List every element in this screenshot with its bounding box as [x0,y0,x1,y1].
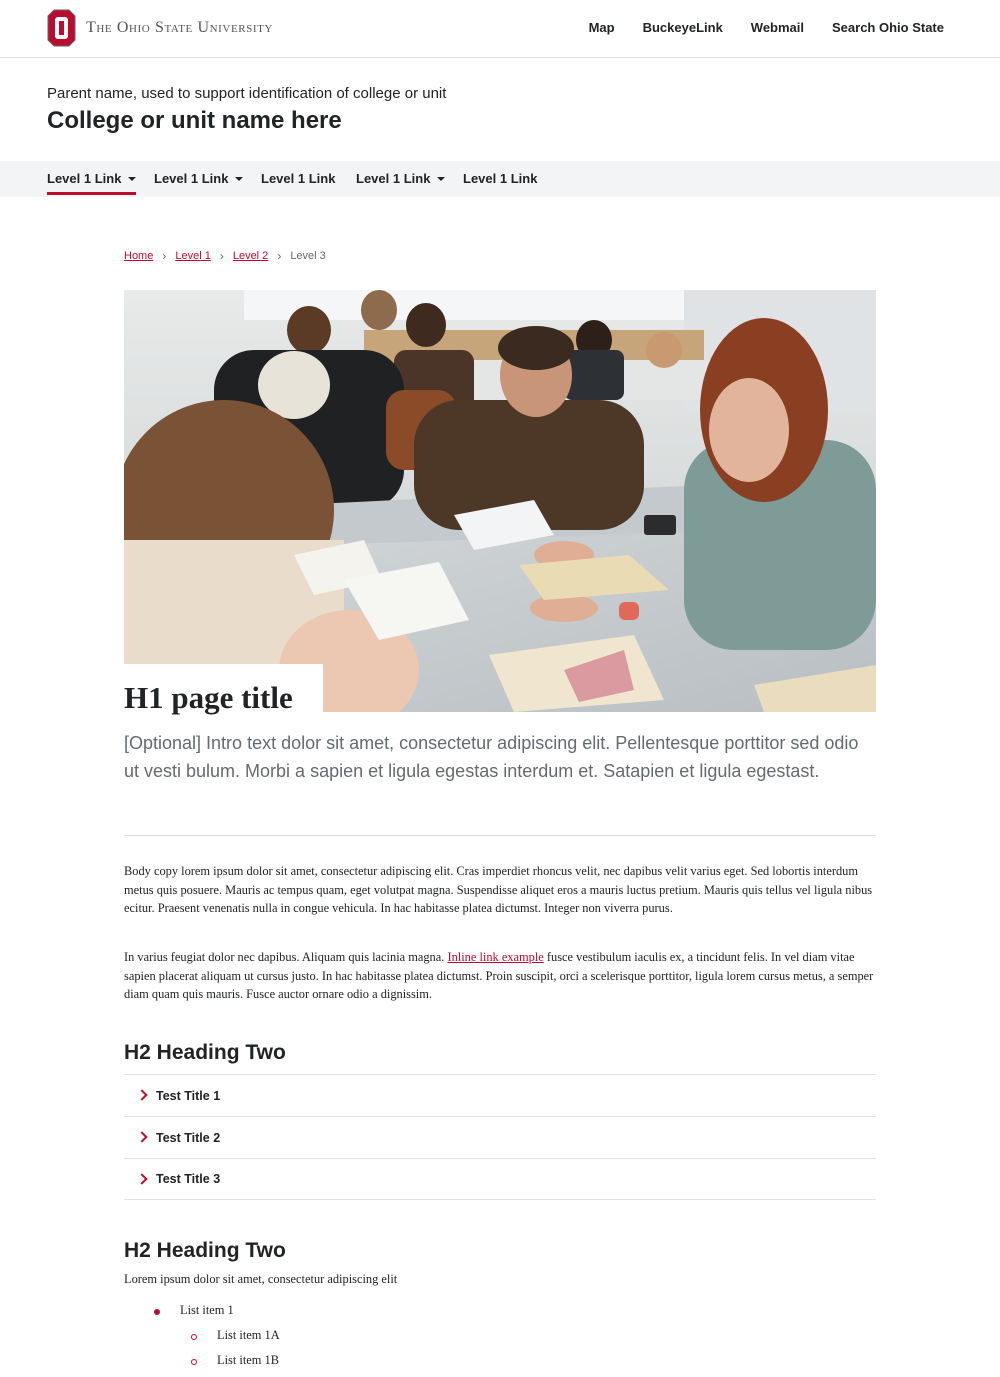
nav-item-1[interactable] [47,161,136,197]
breadcrumb-level-1[interactable]: Level 1 [175,250,211,262]
list-item: List item 1B [217,1353,279,1367]
nav-item-2[interactable] [154,161,243,197]
chevron-right-icon: › [219,249,224,263]
nav-item-label: Level 1 Link [154,171,229,186]
section-heading: H2 Heading Two [124,1041,286,1064]
body-text: fusce vestibulum iaculis ex, a tincidunt felis. In vel diam vitae sapien placerat aliquam ut cursus justo. In hac habitasse platea dictumst. Proin suscipit, orci a scelerisque porttitor, ligula lorem cursus metus, a semper diam quam quis mauris. Fusce auctor ornare odio a dignissim. [124,950,874,1002]
breadcrumb-current: Level 3 [290,250,326,262]
list-item: List item 1A [217,1328,280,1342]
utility-nav [589,20,944,35]
utility-link-map[interactable]: Map [588,20,615,35]
accordion [124,1074,876,1200]
chevron-right-icon: › [277,249,282,263]
nav-item-5[interactable] [463,161,537,197]
chevron-right-icon [136,1173,147,1184]
list-item: List item 1 [180,1303,234,1317]
utility-link-search[interactable]: Search Ohio State [832,20,944,35]
nav-item-label: Level 1 Link [47,171,122,186]
utility-link-webmail[interactable]: Webmail [750,20,805,35]
body-paragraph [124,948,876,1004]
bullet-ring-icon [191,1334,197,1340]
accordion-item[interactable] [124,1158,876,1200]
global-header [0,0,1000,58]
nav-item-3[interactable] [261,161,335,197]
bullet-icon [154,1309,160,1315]
parent-name[interactable]: Parent name, used to support identification of college or unit [47,85,447,102]
caret-down-icon [437,177,445,181]
accordion-title: Test Title 1 [156,1088,221,1103]
body-text: In varius feugiat dolor nec dapibus. Aliquam quis lacinia magna. [124,950,448,964]
intro-text: [Optional] Intro text dolor sit amet, consectetur adipiscing elit. Pellentesque porttitor sed odio ut vesti bulum. Morbi a sapien et ligula egestas interdum et. Satapien et ligula egestast. [124,733,859,781]
breadcrumb [124,249,326,263]
section-lead: Lorem ipsum dolor sit amet, consectetur adipiscing elit [124,1272,398,1286]
breadcrumb-home[interactable]: Home [124,250,154,262]
nav-item-label: Level 1 Link [463,171,538,186]
divider [124,835,876,836]
page-title: H1 page title [124,680,293,715]
hero-image [124,290,876,712]
university-wordmark[interactable]: The Ohio State University [86,19,274,36]
block-o-logo[interactable] [47,9,76,47]
chevron-right-icon: › [162,249,167,263]
caret-down-icon [235,177,243,181]
accordion-item[interactable] [124,1074,876,1116]
accordion-title: Test Title 2 [156,1130,221,1145]
nav-item-label: Level 1 Link [261,171,336,186]
chevron-right-icon [136,1089,147,1100]
breadcrumb-level-2[interactable]: Level 2 [232,250,269,262]
body-paragraph: Body copy lorem ipsum dolor sit amet, consectetur adipiscing elit. Cras imperdiet rhoncus velit, nec dapibus velit varius eget. Sed lobortis interdum metus quis posuere. Mauris ac tempus quam, eget volutpat magna. Suspendisse aliquet eros a mauris luctus pretium. Mauris quis tellus vel ligula nibus ecitur. Praesent venenatis nulla in congue vehicula. In hac habitasse platea dictumst. Integer non viverra purus. [124,864,873,916]
bullet-ring-icon [191,1359,197,1365]
nav-item-label: Level 1 Link [356,171,431,186]
accordion-item[interactable] [124,1116,876,1158]
inline-link[interactable]: Inline link example [447,950,544,964]
chevron-right-icon [136,1131,147,1142]
site-name[interactable]: College or unit name here [47,107,342,134]
caret-down-icon [128,177,136,181]
section-heading: H2 Heading Two [124,1239,286,1262]
main-nav [0,161,1000,197]
nav-item-4[interactable] [356,161,445,197]
utility-link-buckeyelink[interactable]: BuckeyeLink [642,20,723,35]
accordion-title: Test Title 3 [156,1172,221,1186]
